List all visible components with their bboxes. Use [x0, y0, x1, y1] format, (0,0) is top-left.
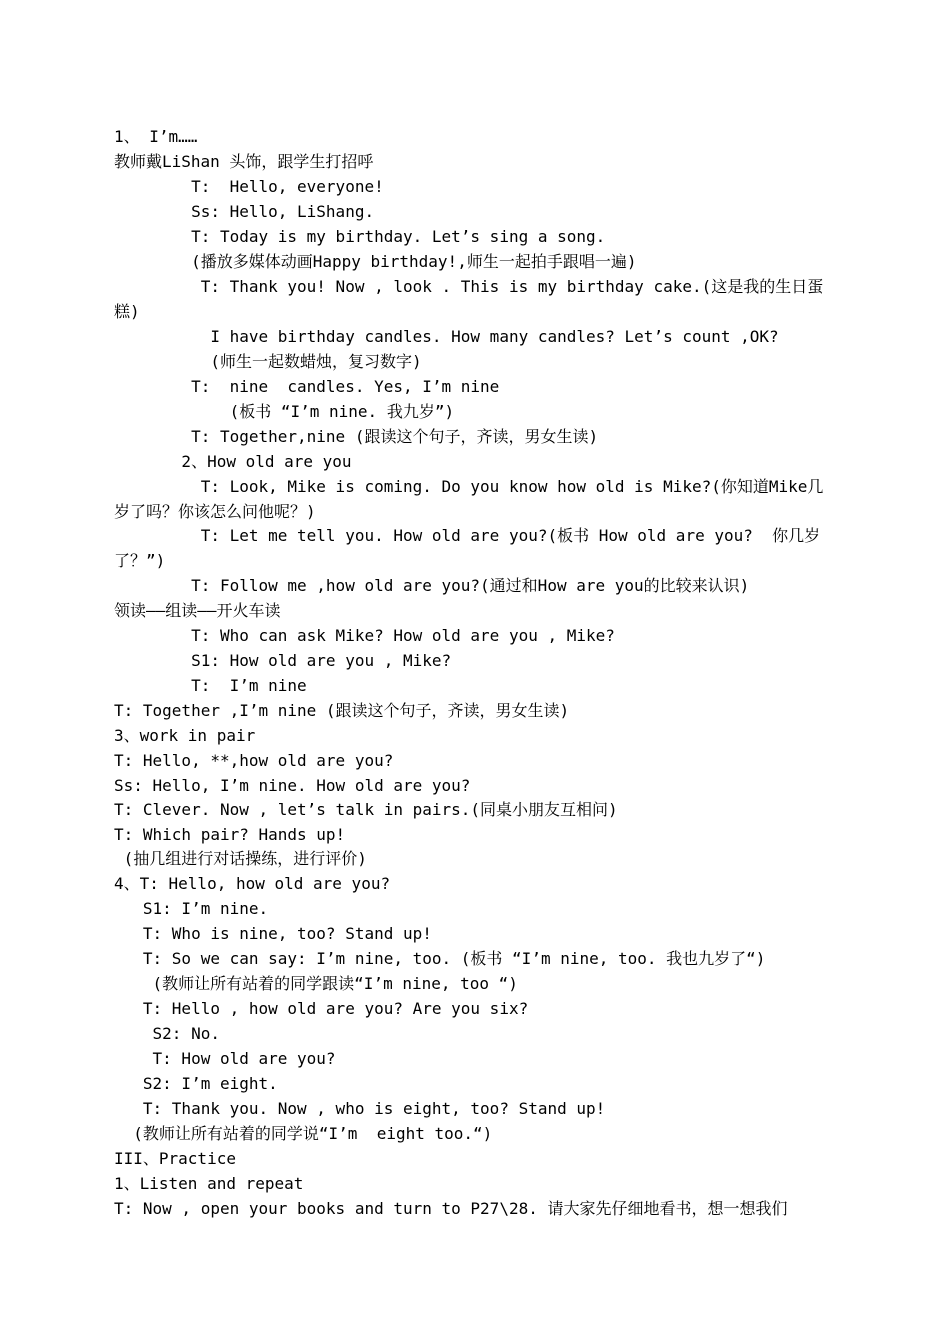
text-line: T: Together,nine (跟读这个句子，齐读，男女生读) — [114, 427, 599, 446]
text-line: 教师戴LiShan 头饰，跟学生打招呼 — [114, 152, 374, 171]
text-line: 1、 I’m…… — [114, 127, 198, 146]
text-line: 4、T: Hello, how old are you? — [114, 874, 391, 893]
text-line: 2、How old are you — [114, 452, 352, 471]
text-line: (师生一起数蜡烛，复习数字) — [114, 352, 422, 371]
text-line: T: Who is nine, too? Stand up! — [114, 924, 432, 943]
text-line: 领读——组读——开火车读 — [114, 601, 281, 620]
text-line: T: Together ,I’m nine (跟读这个句子，齐读，男女生读) — [114, 701, 570, 720]
text-line: T: Who can ask Mike? How old are you , Mike? — [114, 626, 615, 645]
text-line: T: Hello, **,how old are you? — [114, 751, 394, 770]
text-line: 3、work in pair — [114, 726, 256, 745]
text-line: 了？”) — [114, 551, 166, 570]
text-line: T: Clever. Now , let’s talk in pairs.(同桌小朋友互相问) — [114, 800, 618, 819]
text-line: 1、Listen and repeat — [114, 1174, 304, 1193]
text-line: T: Thank you! Now , look . This is my birthday cake.(这是我的生日蛋 — [114, 277, 824, 296]
text-line: (播放多媒体动画Happy birthday!,师生一起拍手跟唱一遍) — [114, 252, 637, 271]
text-line: III、Practice — [114, 1149, 236, 1168]
text-line: T: Follow me ,how old are you?(通过和How are you的比较来认识) — [114, 576, 750, 595]
text-line: 岁了吗？你该怎么问他呢？) — [114, 502, 316, 521]
text-line: (抽几组进行对话操练，进行评价) — [114, 849, 367, 868]
text-line: T: nine candles. Yes, I’m nine — [114, 377, 500, 396]
text-line: S1: I’m nine. — [114, 899, 269, 918]
text-line: (板书 “I’m nine. 我九岁”) — [114, 402, 455, 421]
text-line: S2: I’m eight. — [114, 1074, 278, 1093]
text-line: T: Which pair? Hands up! — [114, 825, 346, 844]
text-line: T: Hello, everyone! — [114, 177, 384, 196]
text-line: S1: How old are you , Mike? — [114, 651, 452, 670]
text-line: Ss: Hello, I’m nine. How old are you? — [114, 776, 471, 795]
text-line: T: Look, Mike is coming. Do you know how old is Mike?(你知道Mike几 — [114, 477, 824, 496]
text-line: T: Hello , how old are you? Are you six? — [114, 999, 529, 1018]
text-line: S2: No. — [114, 1024, 220, 1043]
text-line: T: So we can say: I’m nine, too. (板书 “I’m nine, too. 我也九岁了“) — [114, 949, 766, 968]
text-line: T: Today is my birthday. Let’s sing a song. — [114, 227, 606, 246]
text-line: T: Thank you. Now , who is eight, too? Stand up! — [114, 1099, 606, 1118]
text-line: T: How old are you? — [114, 1049, 336, 1068]
text-line: T: I’m nine — [114, 676, 307, 695]
text-line: T: Now , open your books and turn to P27\28. 请大家先仔细地看书，想一想我们 — [114, 1199, 788, 1218]
text-line: 糕) — [114, 302, 140, 321]
text-line: I have birthday candles. How many candles? Let’s count ,OK? — [114, 327, 779, 346]
text-line: (教师让所有站着的同学说“I’m eight too.“) — [114, 1124, 493, 1143]
text-line: (教师让所有站着的同学跟读“I’m nine, too “) — [114, 974, 518, 993]
text-line: T: Let me tell you. How old are you?(板书 How old are you? 你几岁 — [114, 526, 821, 545]
text-line: Ss: Hello, LiShang. — [114, 202, 375, 221]
